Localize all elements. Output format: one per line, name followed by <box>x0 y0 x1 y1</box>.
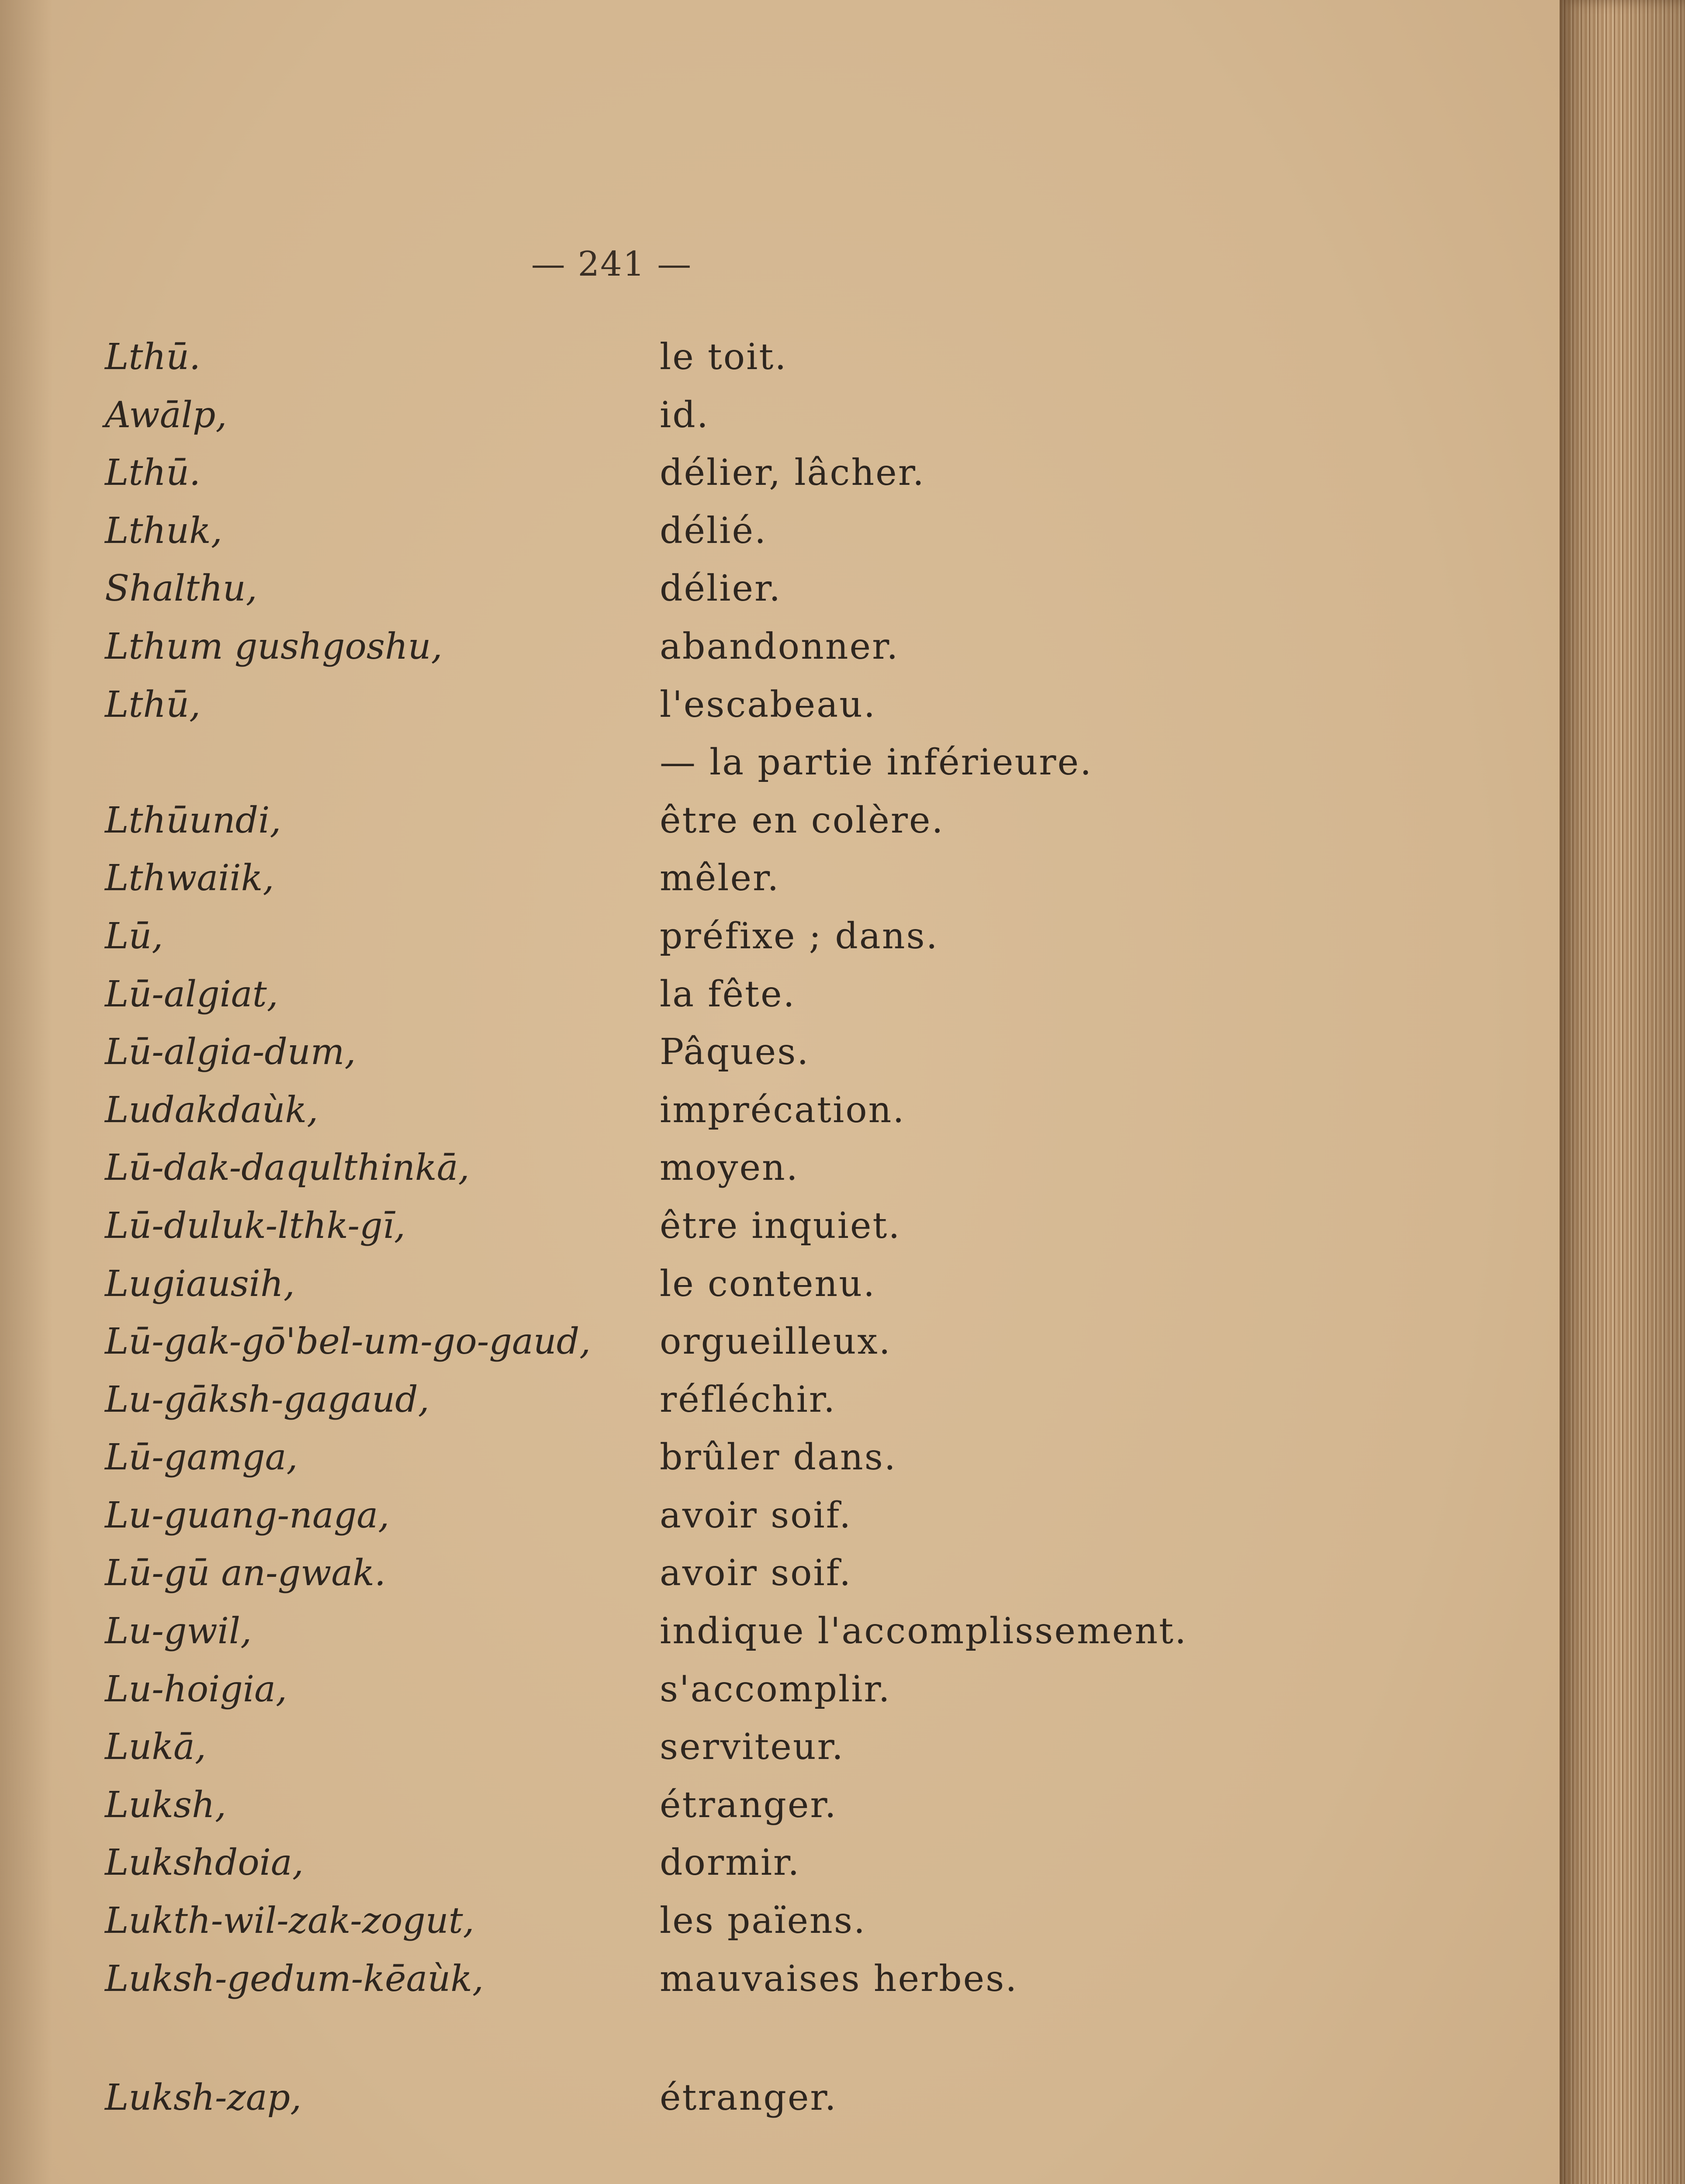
dictionary-entry <box>105 1669 1415 1727</box>
gloss: moyen. <box>660 1147 799 1189</box>
gloss: mêler. <box>660 857 780 899</box>
gloss: Pâques. <box>660 1031 810 1073</box>
dictionary-entry <box>105 336 1415 394</box>
dictionary-entry <box>105 1958 1415 2016</box>
dictionary-entry <box>105 742 1415 800</box>
dictionary-entry <box>105 1147 1415 1205</box>
headword: Lukā, <box>105 1726 206 1768</box>
headword: Lū-algiat, <box>105 973 278 1015</box>
gloss: étranger. <box>660 2077 837 2119</box>
headword: Lū-algia-dum, <box>105 1031 356 1073</box>
dictionary-entry <box>105 800 1415 858</box>
gloss: avoir soif. <box>660 1494 852 1536</box>
gloss: délier, lâcher. <box>660 452 925 494</box>
headword: Lū-gak-gō'bel-um-go-gaud, <box>105 1321 591 1363</box>
dictionary-entry <box>105 1031 1415 1089</box>
headword: Lthum gushgoshu, <box>105 625 443 667</box>
dictionary-entry <box>105 568 1415 626</box>
dictionary-entry <box>105 916 1415 974</box>
gloss: le toit. <box>660 336 788 378</box>
dictionary-entry <box>105 1321 1415 1379</box>
dictionary-entry <box>105 857 1415 916</box>
gloss: délié. <box>660 510 768 552</box>
headword: Luksh-gedum-kēaùk, <box>105 1958 484 2000</box>
headword: Lugiausih, <box>105 1263 295 1305</box>
dictionary-entry <box>105 1842 1415 1900</box>
gloss: abandonner. <box>660 625 900 667</box>
gloss: id. <box>660 394 709 436</box>
headword: Lū-duluk-lthk-gī, <box>105 1205 405 1247</box>
headword: Lukshdoia, <box>105 1842 304 1884</box>
dictionary-entry <box>105 1726 1415 1784</box>
gloss: avoir soif. <box>660 1552 852 1594</box>
dictionary-entry <box>105 1900 1415 1958</box>
dictionary-entry <box>105 1784 1415 1842</box>
gloss: préfixe ; dans. <box>660 915 939 957</box>
gloss: être en colère. <box>660 799 945 841</box>
dictionary-entry <box>105 684 1415 742</box>
headword: Lū-gamga, <box>105 1437 298 1479</box>
headword: Lū-gū an-gwak. <box>105 1552 386 1594</box>
gloss: serviteur. <box>660 1726 844 1768</box>
gloss: être inquiet. <box>660 1205 901 1247</box>
headword: Shalthu, <box>105 568 257 610</box>
headword: Lu-gāksh-gagaud, <box>105 1379 429 1420</box>
dictionary-entry <box>105 1205 1415 1263</box>
dictionary-entries <box>105 336 1415 2135</box>
dictionary-entry <box>105 1495 1415 1553</box>
gloss: brûler dans. <box>660 1437 897 1479</box>
gloss: dormir. <box>660 1842 801 1884</box>
gloss: orgueilleux. <box>660 1321 892 1363</box>
gloss: — la partie inférieure. <box>660 742 1093 784</box>
gloss: s'accomplir. <box>660 1668 891 1710</box>
dictionary-entry <box>105 394 1415 453</box>
dictionary-entry <box>105 1437 1415 1495</box>
headword: Lthū. <box>105 336 201 378</box>
dictionary-entry <box>105 452 1415 510</box>
headword: Lthū. <box>105 452 201 494</box>
gloss: réfléchir. <box>660 1379 837 1420</box>
dictionary-entry <box>105 1379 1415 1437</box>
headword: Lthuk, <box>105 510 222 552</box>
gloss: indique l'accomplissement. <box>660 1610 1188 1652</box>
gutter-shadow <box>0 0 52 2184</box>
headword: Lū, <box>105 915 163 957</box>
dictionary-entry <box>105 2077 1415 2135</box>
gloss: étranger. <box>660 1784 837 1826</box>
gloss: le contenu. <box>660 1263 876 1305</box>
headword: Lthwaiik, <box>105 857 274 899</box>
headword: Lthūundi, <box>105 799 281 841</box>
headword: Awālp, <box>105 394 227 436</box>
dictionary-entry <box>105 626 1415 684</box>
headword: Lu-guang-naga, <box>105 1494 390 1536</box>
dictionary-entry <box>105 1263 1415 1321</box>
dictionary-entry <box>105 510 1415 568</box>
gloss: imprécation. <box>660 1089 906 1131</box>
page-edges <box>1560 0 1685 2184</box>
headword: Lū-dak-daqulthinkā, <box>105 1147 470 1189</box>
dictionary-entry <box>105 974 1415 1032</box>
gloss: délier. <box>660 568 782 610</box>
headword: Luksh-zap, <box>105 2077 302 2119</box>
page-number: — 241 — <box>531 245 692 284</box>
dictionary-entry <box>105 1610 1415 1669</box>
dictionary-entry <box>105 1089 1415 1147</box>
gloss: les païens. <box>660 1900 866 1942</box>
headword: Lu-hoigia, <box>105 1668 287 1710</box>
gloss: mauvaises herbes. <box>660 1958 1018 2000</box>
gloss: la fête. <box>660 973 796 1015</box>
headword: Lukth-wil-zak-zogut, <box>105 1900 474 1942</box>
headword: Lu-gwil, <box>105 1610 252 1652</box>
headword: Luksh, <box>105 1784 226 1826</box>
gloss: l'escabeau. <box>660 684 876 726</box>
dictionary-entry <box>105 1552 1415 1610</box>
headword: Ludakdaùk, <box>105 1089 318 1131</box>
headword: Lthū, <box>105 684 201 726</box>
